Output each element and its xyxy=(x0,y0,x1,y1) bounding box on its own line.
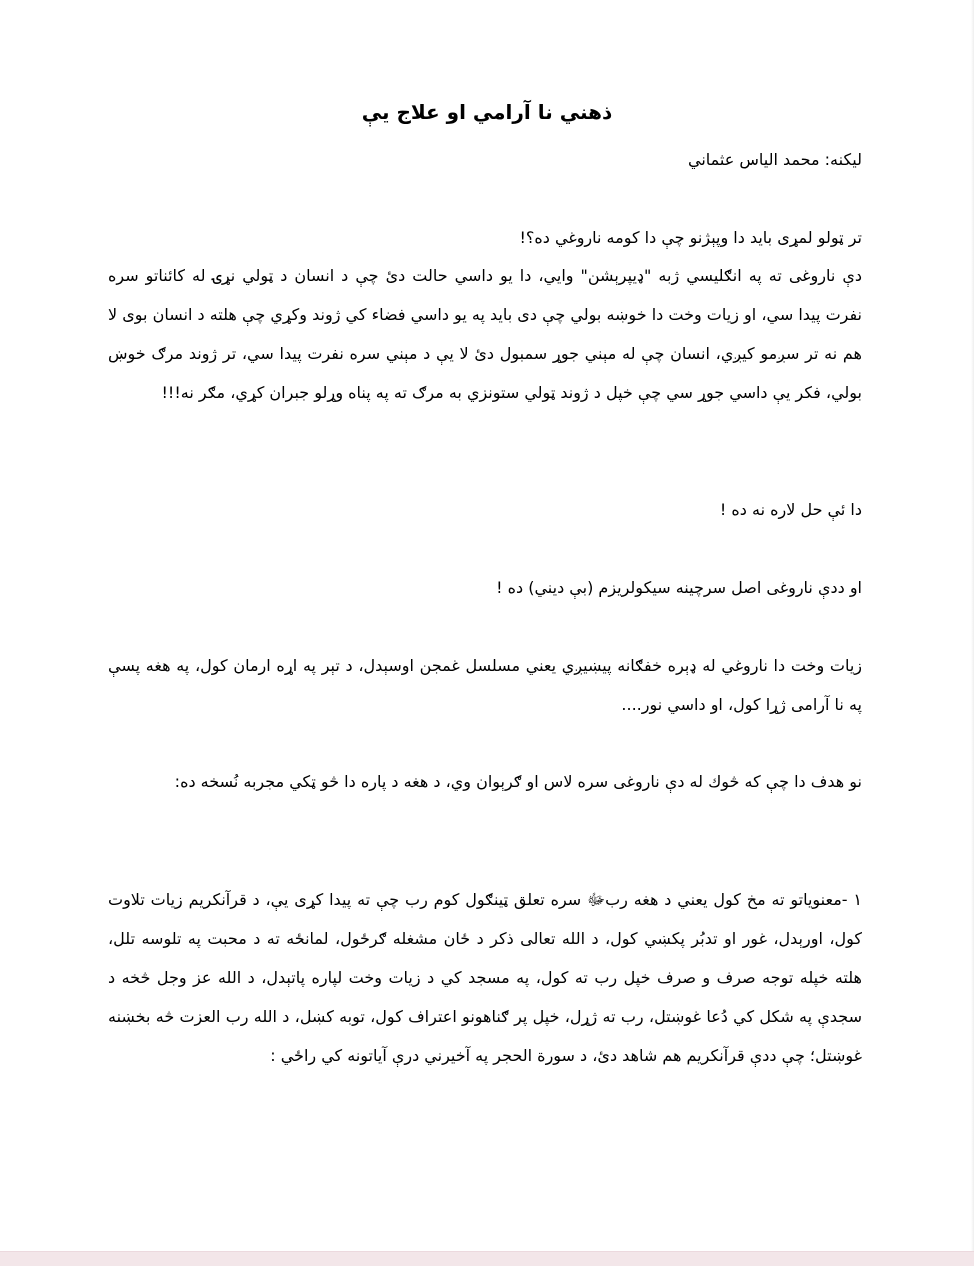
paragraph-causes: زيات وخت دا ناروغي له ډېره خفګانه پيښيږي يعني مسلسل غمجن اوسېدل، د تېر په اړه ارمان کول، په هغه پسې په نا آرامی ژړا کول، او داسي نور.... xyxy=(108,656,862,714)
paragraph-goal: نو هدف دا چې که څوك له دې ناروغی سره لاس او ګرېوان وي، د هغه د پاره دا څو ټکي مجربه نُسخه ده: xyxy=(174,772,862,791)
paragraph-not-solution: دا ئې حل لاره نه ده ! xyxy=(719,500,862,519)
paragraph-definition: دې ناروغی ته په انګليسي ژبه "ډیپرېشن" وايي، دا یو داسي حالت دئ چې د انسان د ټولي نړۍ له کائناتو سره نفرت پيدا سي، او زیات وخت دا خوښه بولي چې دی باید په یو داسي فضاء کي ژوند وکړي چې هلته د انسان بوی لا هم نه تر سږمو کیږي، انسان چې له مېني جوړ سمبول دئ لا یې د مېني سره نفرت پيدا سي، تر ژوند مرګ خوښ بولي، فکر يې داسي جوړ سي چې خپل د ژوند ټولي ستونزي به مرګ ته په پناه وړلو جبران کړي، مګر نه!!! xyxy=(108,266,862,402)
paragraph-source: او ددې ناروغی اصل سرچينه سيکولريزم (بې ديني) ده ! xyxy=(496,578,862,597)
author-line: ليکنه: محمد الياس عثماني xyxy=(688,150,862,169)
paragraph-question: تر ټولو لمړی باید دا وپېژنو چې دا کومه ناروغي ده؟! xyxy=(519,228,862,247)
document-title: ذهني نا آرامي او علاج يې xyxy=(361,100,613,124)
page-bottom-border xyxy=(0,1251,974,1266)
paragraph-remedy-1: ۱ -معنوياتو ته مخ کول يعني د هغه ربﷻ سره تعلق ټينګول کوم رب چې ته پيدا کړی يې، د قرآنکريم زيات تلاوت کول، اورېدل، غور او تدبُر پکښي کول، د الله تعالی ذکر د ځان مشغله ګرځول، لمانځه ته د محبت په تلوسه تلل، هلته خپله توجه صرف و صرف خپل رب ته کول، په مسجد کي د زيات وخت لپاره پاتېدل، د الله عز وجل څخه د سجدې په شکل کي دُعا غوښتل، رب ته ژړل، خپل پر ګناهونو اعتراف کول، توبه کښل، د الله رب العزت څه بخښنه غوښتل؛ چې ددې قرآنکريم هم شاهد دئ، د سورة الحجر په آخيرني درې آياتونه کي راځي : xyxy=(108,890,862,1065)
